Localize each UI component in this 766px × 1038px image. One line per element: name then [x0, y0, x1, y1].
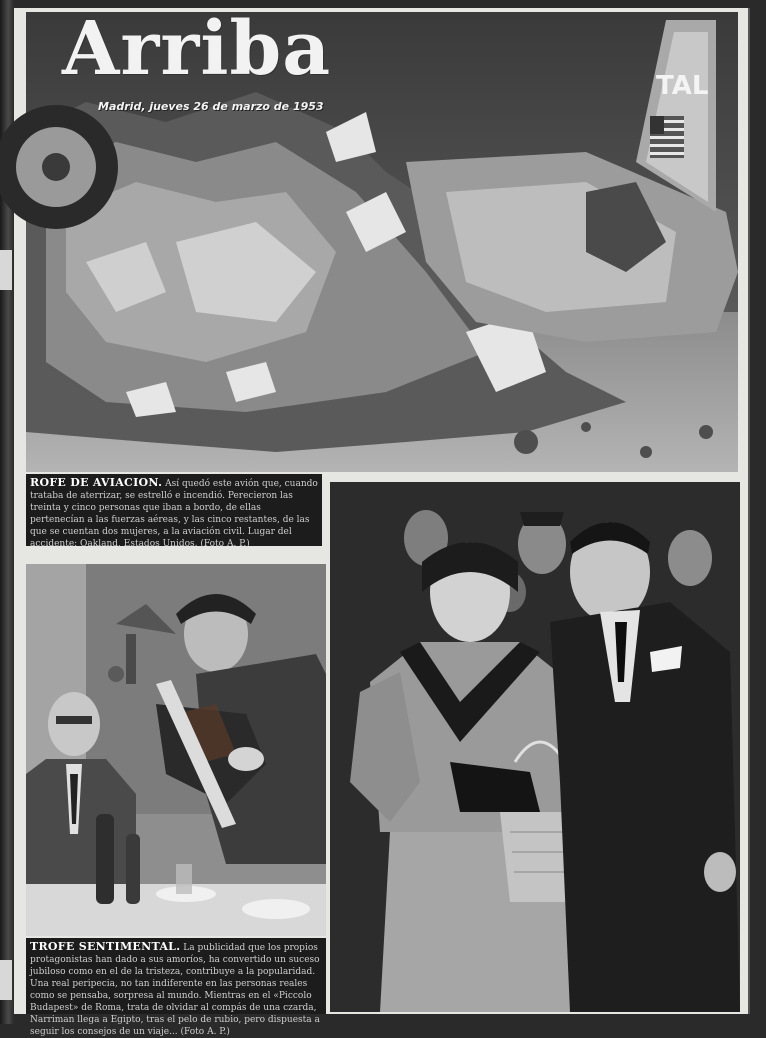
masthead-title: Arriba	[62, 6, 332, 92]
binding-tab	[0, 250, 12, 290]
couple-scene	[330, 482, 740, 1012]
tail-marking: TAL	[656, 71, 709, 101]
sentimental-caption-body: La publicidad que los propios protagonistas han dado a sus amoríos, ha convertido un suceso jubiloso como en el de la tristeza, contribuye a la popularidad. Una real peripecia, no tan indiferente en las personas reales como se pensaba, sorpresa al mundo. Mientras en el «Piccolo Budapest» de Roma, trata de olvidar al compás de una czarda, Narriman llega a Egipto, tras el pelo de rubio, pero dispuesta a seguir los consejos de un viaje... (Foto A. P.)	[30, 943, 320, 1037]
masthead-dateline: Madrid, jueves 26 de marzo de 1953	[98, 100, 324, 113]
aviation-caption-body: Así quedó este avión que, cuando trataba de aterrizar, se estrelló e incendió. Perecieron las treinta y cinco personas que iban a bordo, de ellas pertenecían a las fuerzas aéreas, y las cinco restantes, de las que se cuentan dos mujeres, a la aviación civil. Lugar del accidente: Oakland, Estados Unidos. (Foto A. P.)	[30, 479, 318, 549]
aviation-caption	[26, 474, 322, 549]
violinist-photo	[26, 564, 336, 936]
gutter-horizontal	[26, 556, 326, 564]
aviation-caption-heading: ROFE DE AVIACION.	[30, 476, 163, 489]
sentimental-caption	[26, 938, 326, 1037]
binding-tab	[0, 960, 12, 1000]
newspaper-page	[14, 6, 748, 1037]
couple-photo	[330, 482, 740, 1012]
sentimental-caption-heading: TROFE SENTIMENTAL.	[30, 940, 181, 953]
violinist-scene	[26, 564, 336, 936]
